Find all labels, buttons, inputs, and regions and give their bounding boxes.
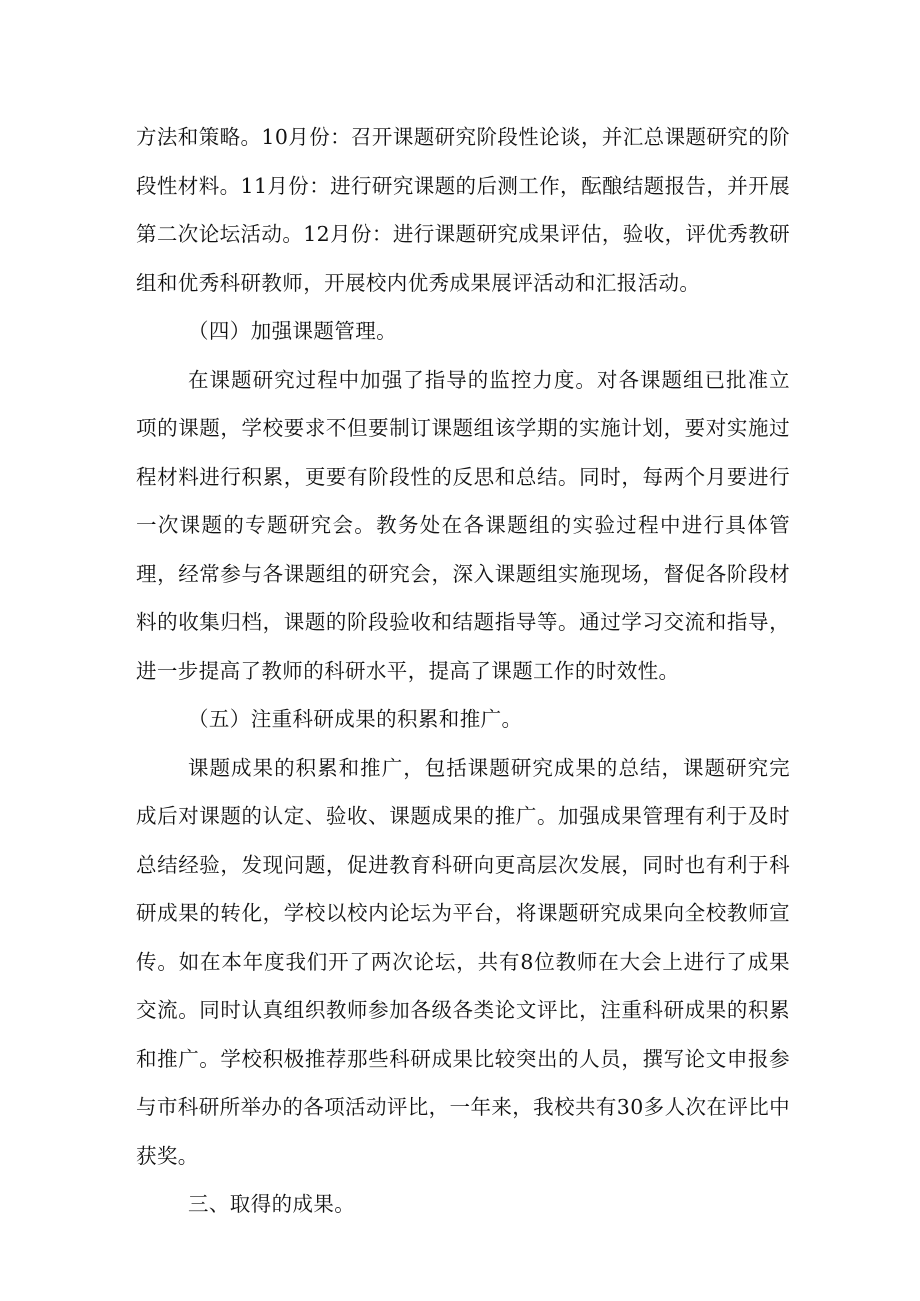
document-body xyxy=(136,113,790,1229)
paragraph-management: 在课题研究过程中加强了指导的监控力度。对各课题组已批准立项的课题，学校要求不但要制订课题组该学期的实施计划，要对实施过程材料进行积累，更要有阶段性的反思和总结。同时，每两个月要进行一次课题的专题研究会。教务处在各课题组的实验过程中进行具体管理，经常参与各课题组的研究会，深入课题组实施现场，督促各阶段材料的收集归档，课题的阶段验收和结题指导等。通过学习交流和指导，进一步提高了教师的科研水平，提高了课题工作的时效性。 xyxy=(136,367,790,683)
paragraph-achievements: 课题成果的积累和推广，包括课题研究成果的总结，课题研究完成后对课题的认定、验收、课题成果的推广。加强成果管理有利于及时总结经验，发现问题，促进教育科研向更高层次发展，同时也有利于科研成果的转化，学校以校内论坛为平台，将课题研究成果向全校教师宣传。如在本年度我们开了两次论坛，共有8位教师在大会上进行了成果交流。同时认真组织教师参加各级各类论文评比，注重科研成果的积累和推广。学校积极推荐那些科研成果比较突出的人员，撰写论文申报参与市科研所举办的各项活动评比，一年来，我校共有30多人次在评比中获奖。 xyxy=(136,755,790,1168)
section-heading-results: 三、取得的成果。 xyxy=(188,1192,356,1216)
section-heading-achievements-promotion: （五）注重科研成果的积累和推广。 xyxy=(188,707,523,731)
section-heading-strengthen-management: （四）加强课题管理。 xyxy=(188,319,397,343)
paragraph-continuation: 方法和策略。10月份：召开课题研究阶段性论谈，并汇总课题研究的阶段性材料。11月份：进行研究课题的后测工作，酝酿结题报告，并开展第二次论坛活动。12月份：进行课题研究成果评估，验收，评优秀教研组和优秀科研教师，开展校内优秀成果展评活动和汇报活动。 xyxy=(136,125,790,295)
